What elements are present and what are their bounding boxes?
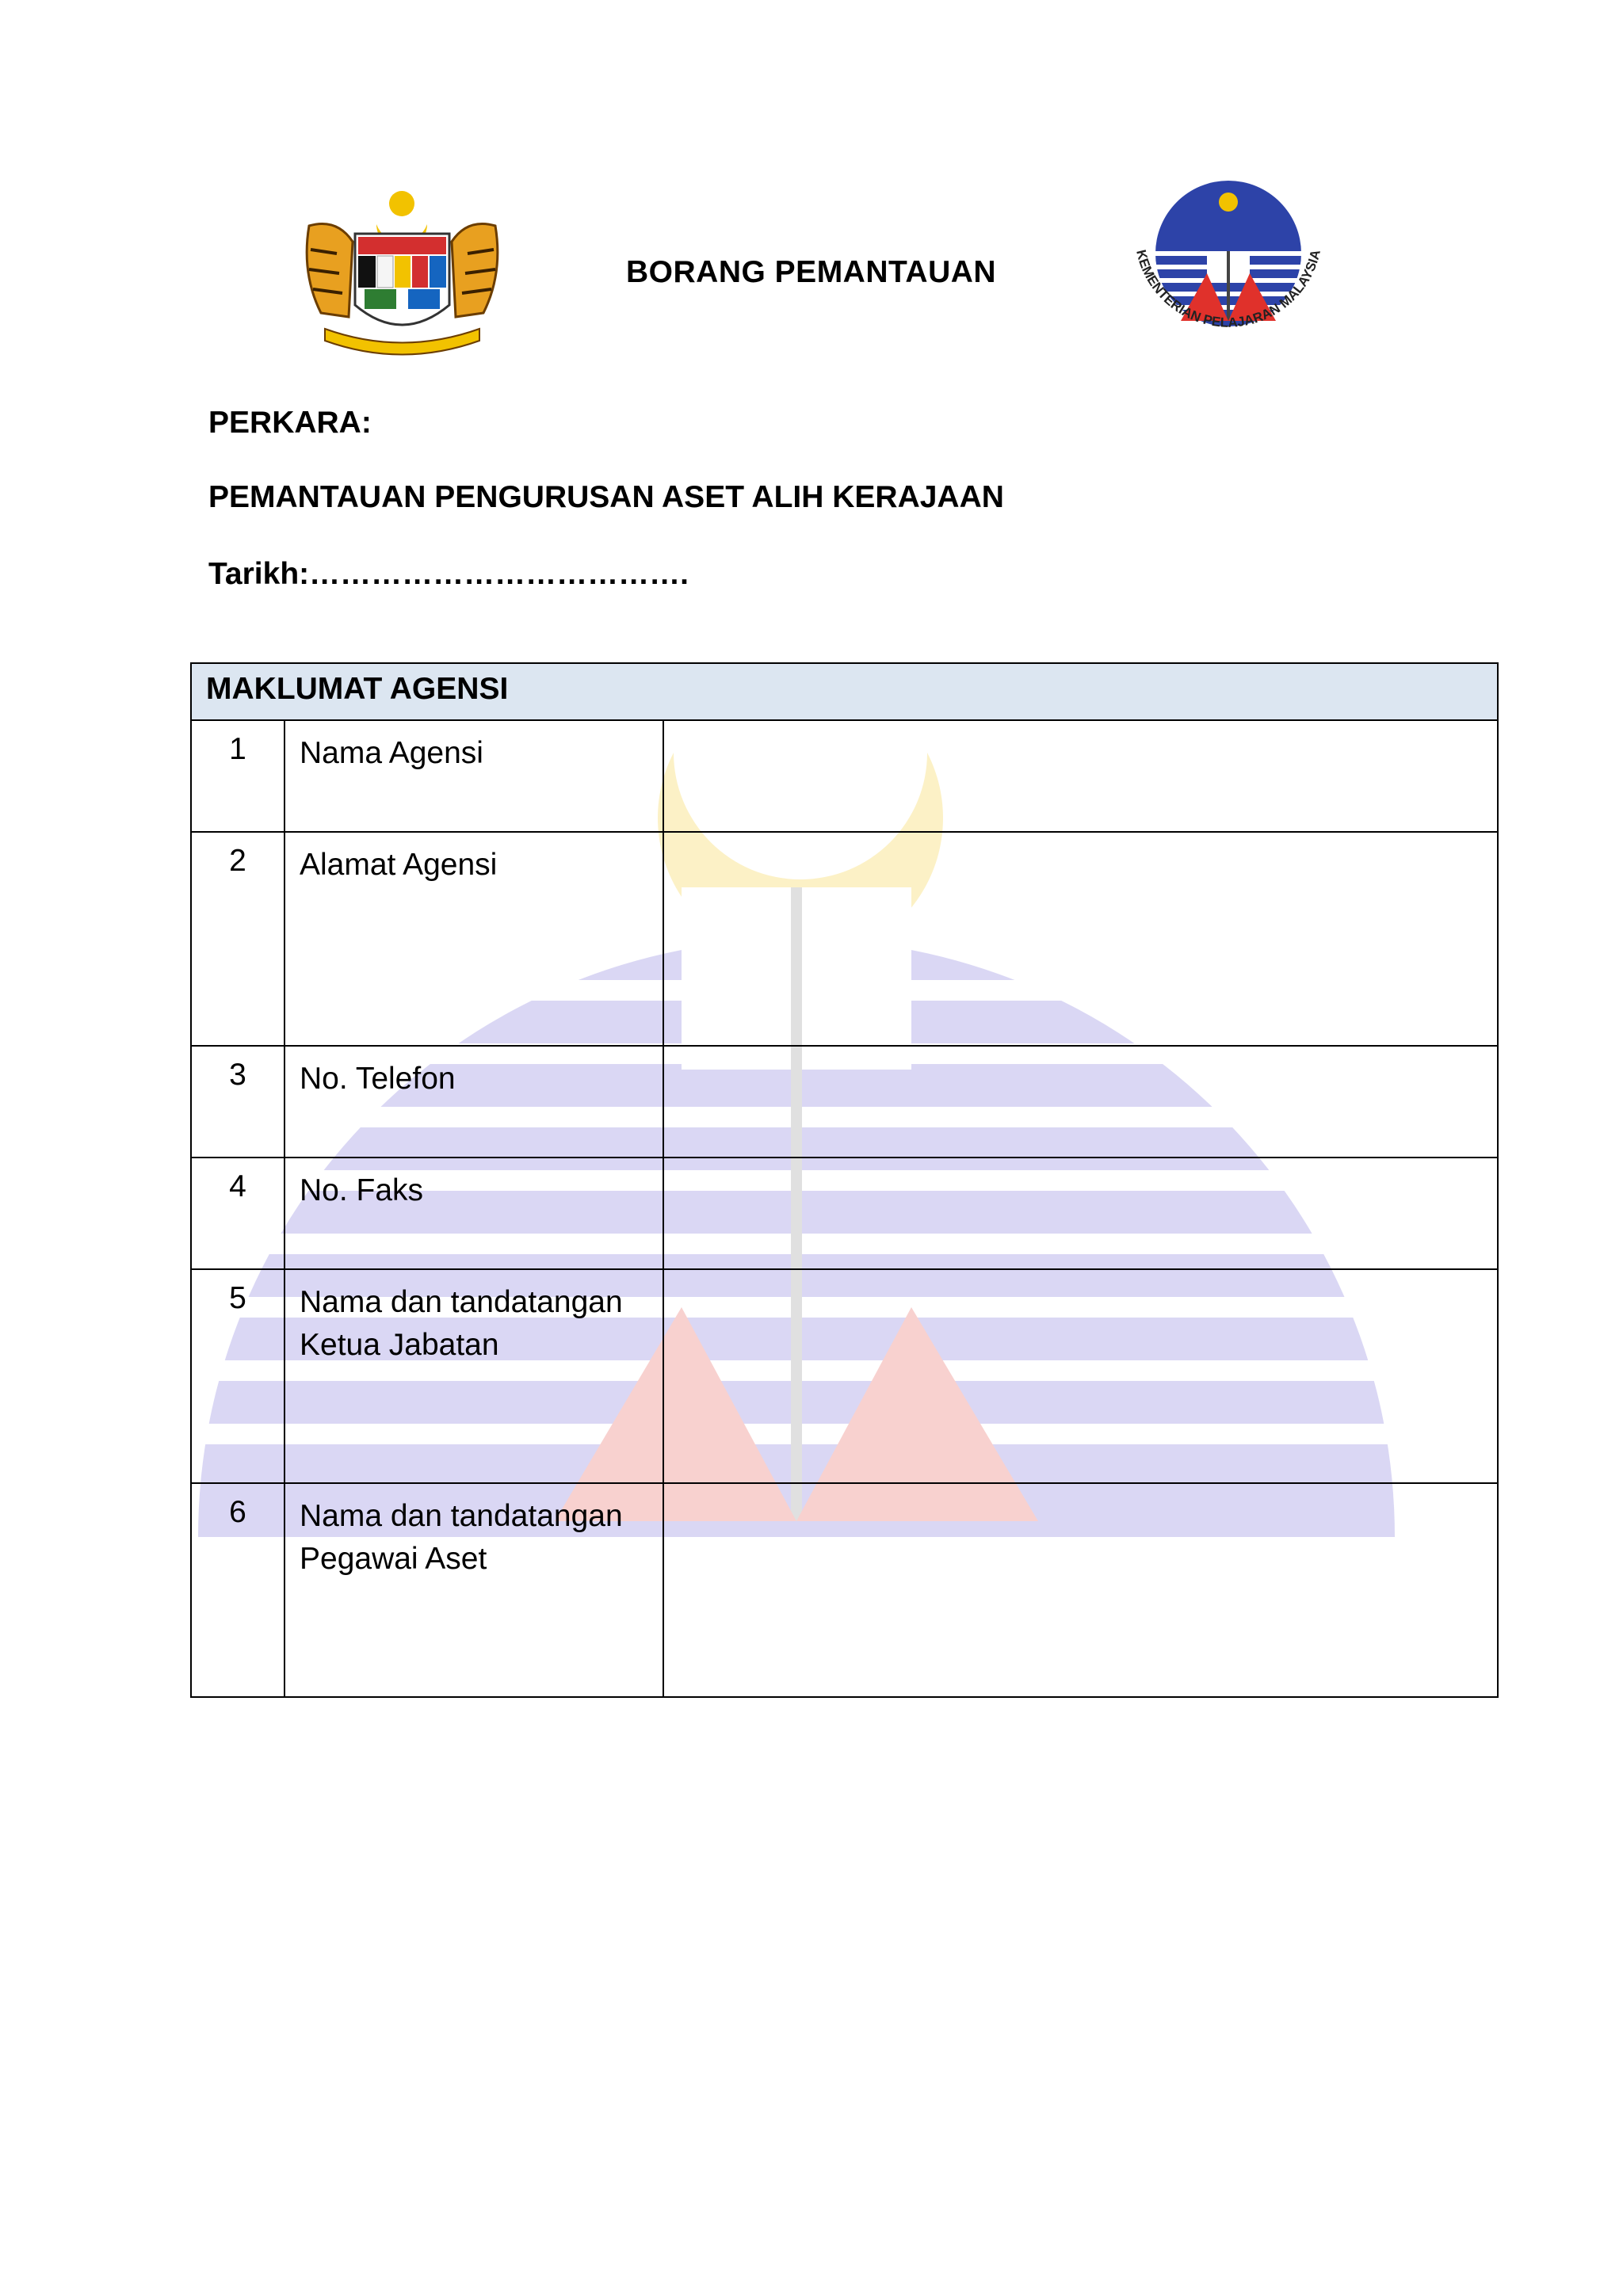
- kementerian-pelajaran-malaysia-logo: [1113, 178, 1343, 368]
- row-label: Nama dan tandatangan Pegawai Aset: [285, 1483, 663, 1697]
- row-label: Nama Agensi: [285, 720, 663, 832]
- value-cell-ketua-jabatan[interactable]: [663, 1269, 1498, 1483]
- table-row: [191, 1483, 1498, 1697]
- row-number: 1: [191, 720, 285, 832]
- row-number: 3: [191, 1046, 285, 1158]
- shield-icon: [355, 234, 449, 325]
- tiger-right-icon: [452, 224, 498, 318]
- svg-text:KEMENTERIAN PELAJARAN MALAYSIA: KEMENTERIAN PELAJARAN MALAYSIA: [1133, 248, 1323, 330]
- form-title: BORANG PEMANTAUAN: [626, 255, 997, 289]
- table-row: [191, 1158, 1498, 1269]
- table-row: [191, 1046, 1498, 1158]
- tiger-left-icon: [307, 224, 353, 318]
- value-cell-pegawai-aset[interactable]: [663, 1483, 1498, 1697]
- row-number: 2: [191, 832, 285, 1046]
- value-cell-nama-agensi[interactable]: [663, 720, 1498, 832]
- value-cell-alamat-agensi[interactable]: [663, 832, 1498, 1046]
- malaysia-coat-of-arms: [293, 178, 511, 360]
- row-number: 6: [191, 1483, 285, 1697]
- table-header-row: [191, 663, 1498, 720]
- row-label: Nama dan tandatangan Ketua Jabatan: [285, 1269, 663, 1483]
- table-row: [191, 832, 1498, 1046]
- row-label: No. Faks: [285, 1158, 663, 1269]
- motto-ribbon-icon: [325, 329, 479, 355]
- row-number: 5: [191, 1269, 285, 1483]
- value-cell-no-faks[interactable]: [663, 1158, 1498, 1269]
- tarikh-field[interactable]: Tarikh:……………………………….: [208, 557, 689, 591]
- row-label: Alamat Agensi: [285, 832, 663, 1046]
- maklumat-agensi-table: [190, 662, 1499, 1698]
- perkara-label: PERKARA:: [208, 406, 372, 440]
- table-row: [191, 720, 1498, 832]
- perkara-value: PEMANTAUAN PENGURUSAN ASET ALIH KERAJAAN: [208, 480, 1004, 514]
- row-number: 4: [191, 1158, 285, 1269]
- table-row: [191, 1269, 1498, 1483]
- value-cell-no-telefon[interactable]: [663, 1046, 1498, 1158]
- row-label: No. Telefon: [285, 1046, 663, 1158]
- table-heading: MAKLUMAT AGENSI: [191, 663, 1498, 720]
